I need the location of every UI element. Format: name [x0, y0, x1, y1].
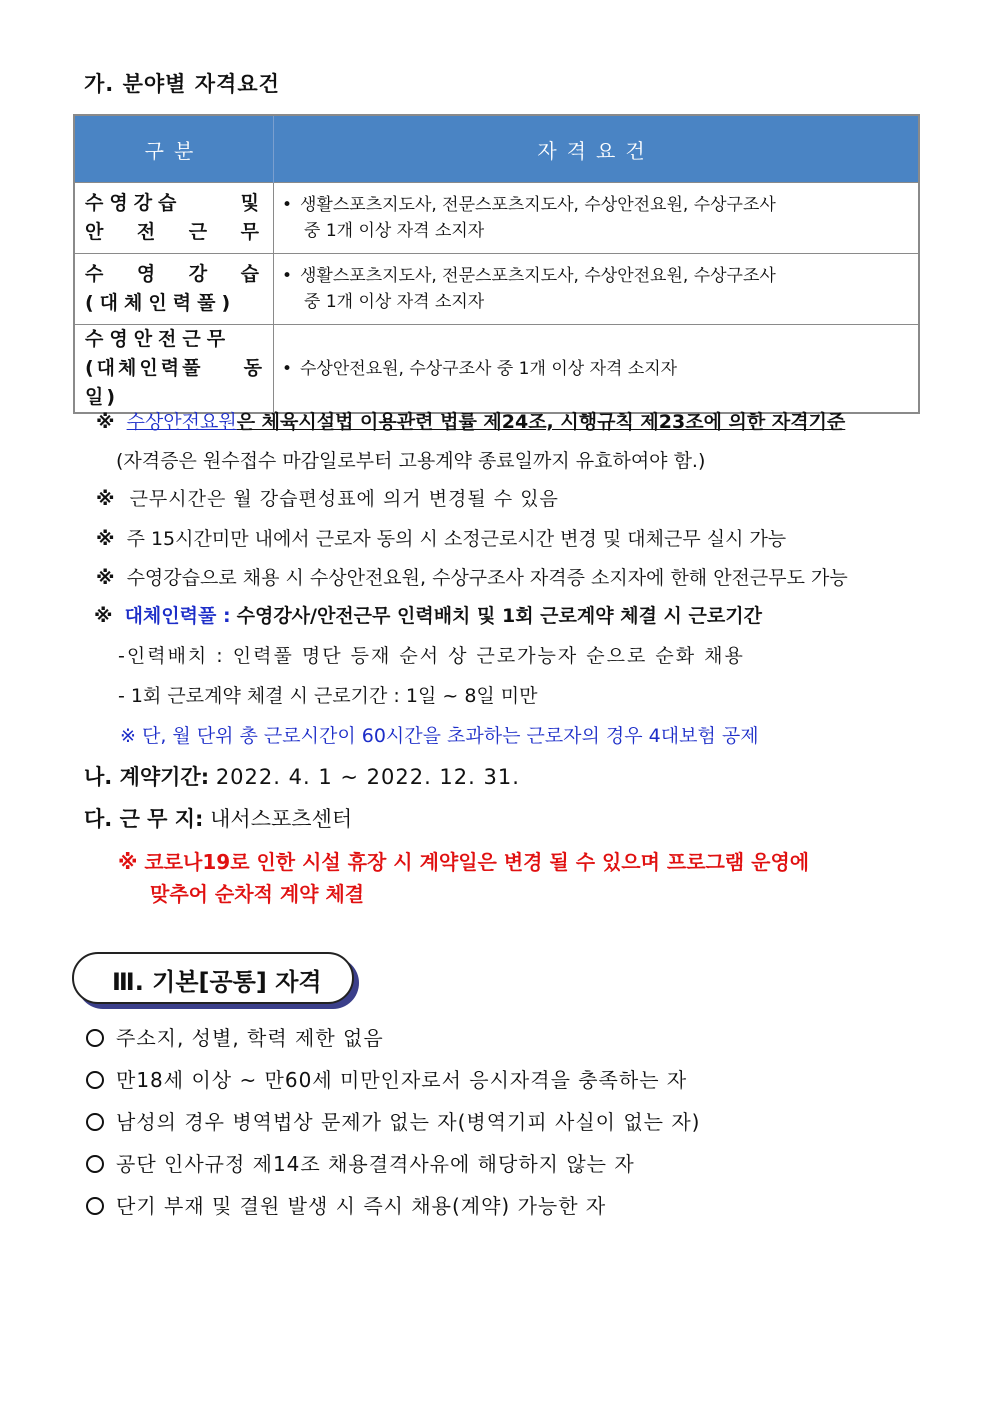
table-row — [74, 254, 919, 325]
contract-period: 나. 계약기간: 2022. 4. 1 ~ 2022. 12. 31. — [84, 765, 520, 789]
list-item: 만18세 이상 ~ 만60세 미만인자로서 응시자격을 충족하는 자 — [86, 1064, 687, 1093]
section3-title-box — [72, 952, 354, 1004]
note-hours: ※ 근무시간은 월 강습편성표에 의거 변경될 수 있음 — [96, 488, 559, 510]
circle-bullet-icon — [86, 1197, 104, 1215]
bullet-icon: • — [282, 358, 293, 379]
list-item: 단기 부재 및 결원 발생 시 즉시 채용(계약) 가능한 자 — [86, 1190, 606, 1219]
bullet-icon: • — [282, 195, 293, 215]
table-row — [74, 183, 919, 254]
work-place: 다. 근 무 지: 내서스포츠센터 — [84, 807, 353, 831]
table-header-requirement: 자격요건 — [274, 115, 920, 183]
row-category: 수영안전근무 (대체인력풀 동일) — [74, 325, 274, 414]
note-safety: ※ 수영강습으로 채용 시 수상안전요원, 수상구조사 자격증 소지자에 한해 안전근무도 가능 — [96, 567, 848, 589]
circle-bullet-icon — [86, 1113, 104, 1131]
row-category: 수영강습 및 안 전 근 무 — [74, 183, 274, 254]
table-row — [74, 325, 919, 414]
note-lifeguard: ※ 수상안전요원은 체육시설법 이용관련 법률 제24조, 시행규칙 제23조에 의한 자격기준 — [96, 411, 846, 433]
bullet-icon: • — [282, 266, 293, 286]
qualification-table — [73, 114, 920, 414]
row-category: 수 영 강 습 (대체인력풀) — [74, 254, 274, 325]
list-item: 남성의 경우 병역법상 문제가 없는 자(병역기피 사실이 없는 자) — [86, 1106, 700, 1135]
covid-note-line2: 맞추어 순차적 계약 체결 — [150, 882, 365, 906]
row-requirement: • 생활스포츠지도사, 전문스포츠지도사, 수상안전요원, 수상구조사 중 1개 이상 자격 소지자 — [274, 183, 920, 254]
circle-bullet-icon — [86, 1029, 104, 1047]
note-insurance: ※ 단, 월 단위 총 근로시간이 60시간을 초과하는 근로자의 경우 4대보험 공제 — [120, 725, 759, 747]
note-substitute-pool: ※ 대체인력풀 : 수영강사/안전근무 인력배치 및 1회 근로계약 체결 시 근로기간 — [94, 605, 762, 627]
note-substitute-sub1: -인력배치 : 인력풀 명단 등재 순서 상 근로가능자 순으로 순화 채용 — [118, 645, 745, 667]
circle-bullet-icon — [86, 1071, 104, 1089]
note-weekly: ※ 주 15시간미만 내에서 근로자 동의 시 소정근로시간 변경 및 대체근무 실시 가능 — [96, 528, 787, 550]
section3-title: Ⅲ. 기본[공통] 자격 — [112, 968, 322, 996]
table-header-row — [74, 115, 919, 183]
row-requirement: • 수상안전요원, 수상구조사 중 1개 이상 자격 소지자 — [274, 325, 920, 414]
row-requirement: • 생활스포츠지도사, 전문스포츠지도사, 수상안전요원, 수상구조사 중 1개 이상 자격 소지자 — [274, 254, 920, 325]
table-header-category: 구분 — [74, 115, 274, 183]
section-heading-ga: 가. 분야별 자격요건 — [84, 72, 280, 96]
list-item: 주소지, 성별, 학력 제한 없음 — [86, 1022, 384, 1051]
lifeguard-link[interactable]: 수상안전요원 — [126, 411, 237, 433]
note-substitute-sub2: - 1회 근로계약 체결 시 근로기간 : 1일 ~ 8일 미만 — [118, 685, 538, 707]
circle-bullet-icon — [86, 1155, 104, 1173]
list-item: 공단 인사규정 제14조 채용결격사유에 해당하지 않는 자 — [86, 1148, 635, 1177]
covid-note-line1: ※ 코로나19로 인한 시설 휴장 시 계약일은 변경 될 수 있으며 프로그램 운영에 — [118, 850, 810, 874]
note-lifeguard-sub: (자격증은 원수접수 마감일로부터 고용계약 종료일까지 유효하여야 함.) — [116, 450, 706, 472]
